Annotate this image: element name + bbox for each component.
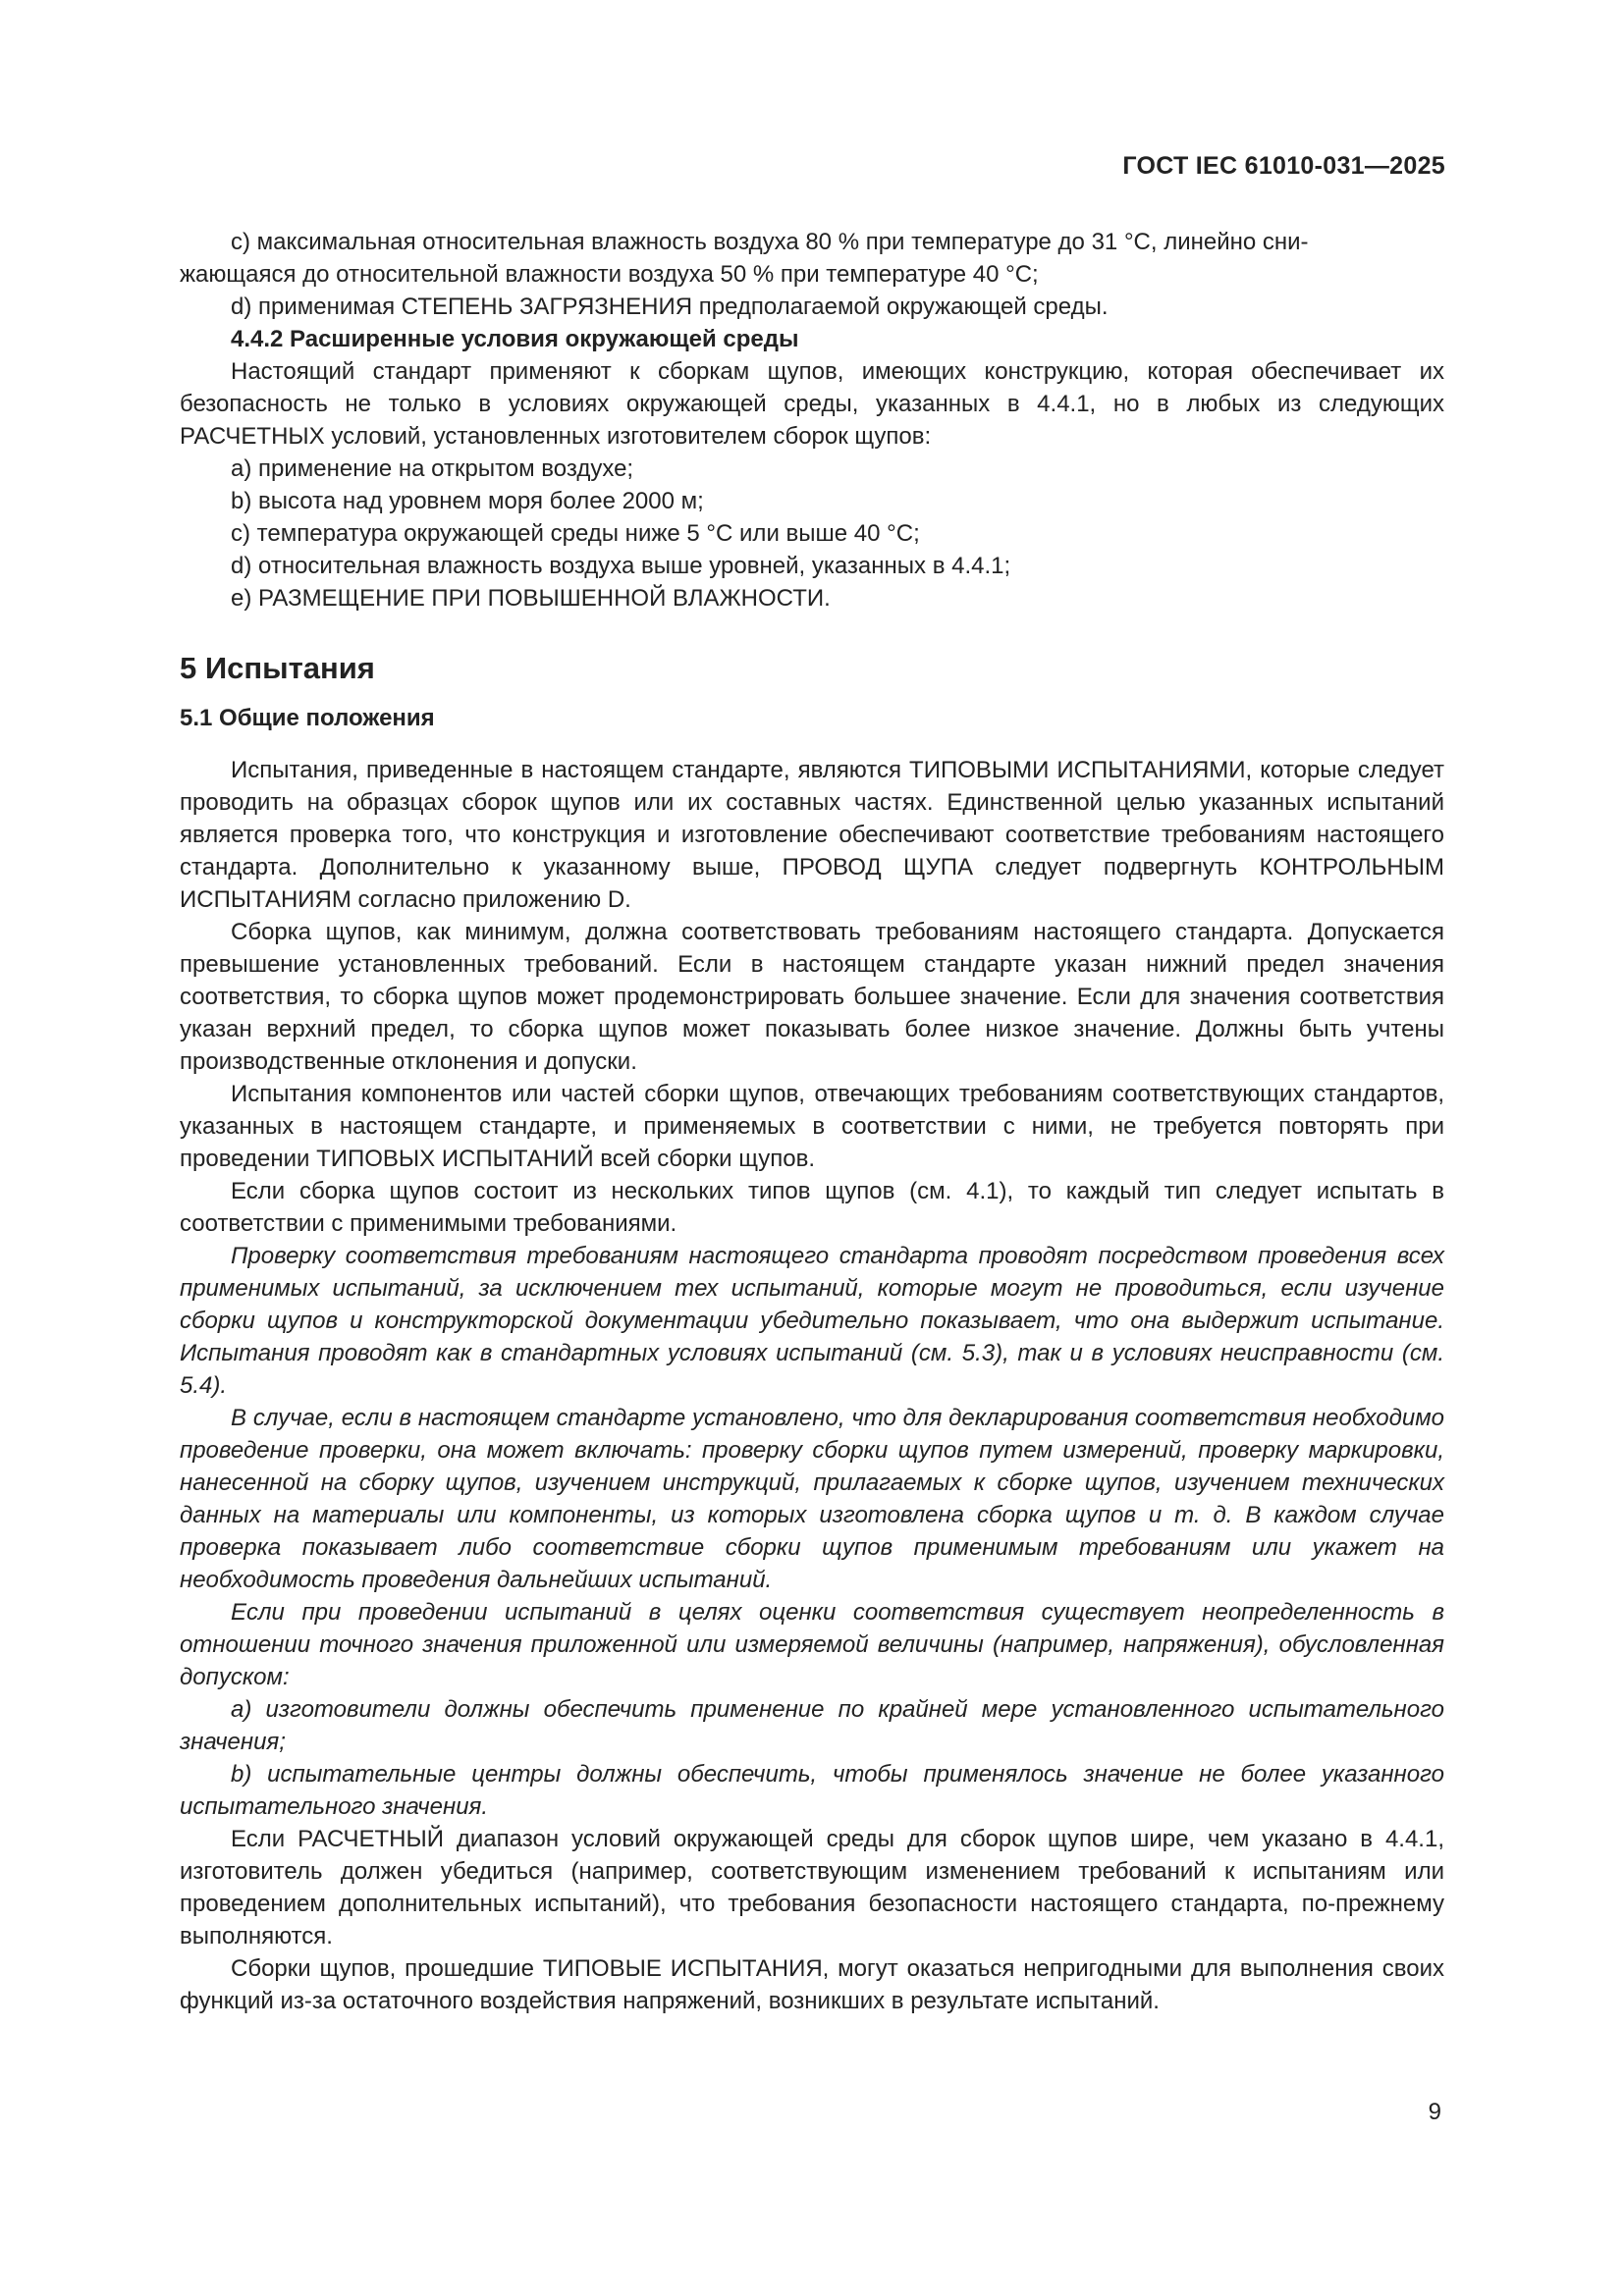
paragraph: Если сборка щупов состоит из нескольких типов щупов (см. 4.1), то каждый тип следует испытать в соответствии с применимыми требованиями. [180,1178,1444,1237]
list-item: c) температура окружающей среды ниже 5 °C или выше 40 °C; [231,520,920,547]
paragraph-4-4-2-intro: Настоящий стандарт применяют к сборкам щупов, имеющих конструкцию, которая обеспечивает их безопасность не только в условиях окружающей среды, указанных в 4.4.1, но в любых из следующих РАСЧЕТНЫХ условий, установленных изготовителем сборок щупов: [180,358,1444,450]
paragraph: Испытания, приведенные в настоящем стандарте, являются ТИПОВЫМИ ИСПЫТАНИЯМИ, которые следует проводить на образцах сборок щупов или их составных частях. Единственной целью указанных испытаний является проверка того, что конструкция и изготовление обеспечивают соответствие требованиям настоящего стандарта. Дополнительно к указанному выше, ПРОВОД ЩУПА следует подвергнуть КОНТРОЛЬНЫМ ИСПЫТАНИЯМ согласно приложению D. [180,757,1444,913]
paragraph: Испытания компонентов или частей сборки щупов, отвечающих требованиям соответствующих стандартов, указанных в настоящем стандарте, и применяемых в соответствии с ними, не требуется повторять при проведении ТИПОВЫХ ИСПЫТАНИЙ всей сборки щупов. [180,1081,1444,1172]
list-item: e) РАЗМЕЩЕНИЕ ПРИ ПОВЫШЕННОЙ ВЛАЖНОСТИ. [231,585,831,612]
list-item-c-humidity-cont: жающаяся до относительной влажности воздуха 50 % при температуре 40 °C; [180,261,1039,288]
page-content [180,226,1444,2017]
page-number: 9 [1428,2099,1441,2125]
list-item: a) применение на открытом воздухе; [231,455,634,482]
document-header: ГОСТ IEC 61010-031—2025 [1122,152,1445,180]
italic-paragraph: Если при проведении испытаний в целях оценки соответствия существует неопределенность в отношении точного значения приложенной или измеряемой величины (например, напряжения), обусловленная допуском: [180,1599,1444,1690]
italic-paragraph: В случае, если в настоящем стандарте установлено, что для декларирования соответствия необходимо проведение проверки, она может включать: проверку сборки щупов путем измерений, проверку маркировки, нанесенной на сборку щупов, изучением инструкций, прилагаемых к сборке щупов, изучением технических данных на материалы или компоненты, из которых изготовлена сборка щупов и т. д. В каждом случае проверка показывает либо соответствие сборки щупов применимым требованиям или укажет на необходимость проведения дальнейших испытаний. [180,1405,1444,1593]
italic-list-item: b) испытательные центры должны обеспечить, чтобы применялось значение не более указанного испытательного значения. [180,1761,1444,1820]
italic-paragraph: Проверку соответствия требованиям настоящего стандарта проводят посредством проведения всех применимых испытаний, за исключением тех испытаний, которые могут не проводиться, если изучение сборки щупов и конструкторской документации убедительно показывает, что она выдержит испытание. Испытания проводят как в стандартных условиях испытаний (см. 5.3), так и в условиях неисправности (см. 5.4). [180,1243,1444,1399]
subsection-heading-5-1: 5.1 Общие положения [180,705,435,731]
italic-list-item: a) изготовители должны обеспечить применение по крайней мере установленного испытательного значения; [180,1696,1444,1755]
paragraph: Если РАСЧЕТНЫЙ диапазон условий окружающей среды для сборок щупов шире, чем указано в 4.4.1, изготовитель должен убедиться (например, соответствующим изменением требований к испытаниям или проведением дополнительных испытаний), что требования безопасности настоящего стандарта, по-прежнему выполняются. [180,1826,1444,1949]
list-item-d-pollution: d) применимая СТЕПЕНЬ ЗАГРЯЗНЕНИЯ предполагаемой окружающей среды. [231,294,1109,320]
section-heading-5: 5 Испытания [180,651,375,685]
list-item-c-humidity: c) максимальная относительная влажность воздуха 80 % при температуре до 31 °C, линейно сни- [231,229,1309,255]
list-item: d) относительная влажность воздуха выше уровней, указанных в 4.4.1; [231,553,1011,579]
list-item: b) высота над уровнем моря более 2000 м; [231,488,704,514]
subsection-heading-4-4-2: 4.4.2 Расширенные условия окружающей среды [231,326,799,352]
paragraph: Сборка щупов, как минимум, должна соответствовать требованиям настоящего стандарта. Допускается превышение установленных требований. Если в настоящем стандарте указан нижний предел значения соответствия, то сборка щупов может продемонстрировать большее значение. Если для значения соответствия указан верхний предел, то сборка щупов может показывать более низкое значение. Должны быть учтены производственные отклонения и допуски. [180,919,1444,1075]
paragraph: Сборки щупов, прошедшие ТИПОВЫЕ ИСПЫТАНИЯ, могут оказаться непригодными для выполнения своих функций из-за остаточного воздействия напряжений, возникших в результате испытаний. [180,1955,1444,2014]
